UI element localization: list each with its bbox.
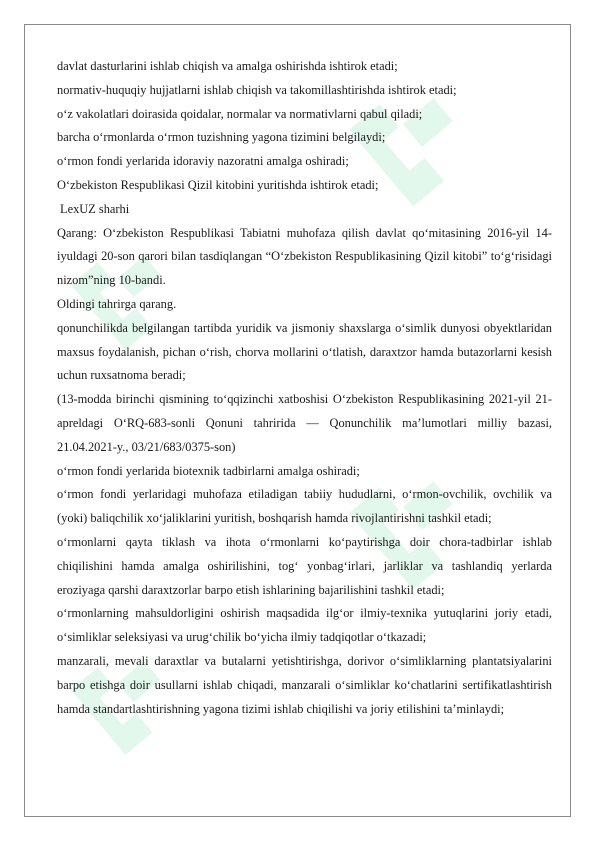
paragraph: O‘zbekiston Respublikasi Qizil kitobini yuritishda ishtirok etadi;	[57, 177, 379, 192]
paragraph: o‘rmon fondi yerlarida biotexnik tadbirlarni amalga oshiradi;	[57, 463, 360, 478]
paragraph: Qarang: O‘zbekiston Respublikasi Tabiatni muhofaza qilish davlat qo‘mitasining 2016-yil 14-iyuldagi 20-son qarori bilan tasdiqlangan “O‘zbekiston Respublikasining Qizil kitobi” to‘g‘risidagi nizom”ning 10-bandi.	[57, 225, 552, 288]
paragraph: o‘rmon fondi yerlaridagi muhofaza etiladigan tabiiy hududlarni, o‘rmon-ovchilik, ovchilik va (yoki) baliqchilik xo‘jaliklarini yuritish, boshqarish hamda rivojlantirishni tashkil etadi;	[57, 487, 552, 526]
lexuz-commentary-link[interactable]: LexUZ sharhi	[60, 201, 130, 216]
paragraph: davlat dasturlarini ishlab chiqish va amalga oshirishda ishtirok etadi;	[57, 59, 398, 73]
document-body	[57, 55, 552, 721]
paragraph: barcha o‘rmonlarda o‘rmon tuzishning yagona tizimini belgilaydi;	[57, 130, 386, 145]
paragraph: o‘rmon fondi yerlarida idoraviy nazoratni amalga oshiradi;	[57, 154, 349, 169]
paragraph: o‘rmonlarni qayta tiklash va ihota o‘rmonlarni ko‘paytirishga doir chora-tadbirlar ishlab chiqilishini hamda amalga oshirilishini, tog‘ yonbag‘irlari, jarliklar va tashlandiq yerlarda eroziyaga qarshi daraxtzorlar barpo etish ishlarining bajarilishini tashkil etadi;	[57, 534, 552, 597]
paragraph: manzarali, mevali daraxtlar va butalarni yetishtirishga, dorivor o‘simliklarning plantatsiyalarini barpo etishga doir usullarni ishlab chiqadi, manzarali o‘simliklar ko‘chatlarini sertifikatlashtirish hamda standartlashtirishning yagona tizimi ishlab chiqilishi va joriy etilishini ta’minlaydi;	[57, 653, 552, 716]
paragraph: (13-modda birinchi qismining to‘qqizinchi xatboshisi O‘zbekiston Respublikasining 2021-yil 21-apreldagi O‘RQ-683-sonli Qonuni tahririda — Qonunchilik ma’lumotlari milliy bazasi, 21.04.2021-y., 03/21/683/0375-son)	[57, 392, 552, 454]
paragraph: normativ-huquqiy hujjatlarni ishlab chiqish va takomillashtirishda ishtirok etadi;	[57, 82, 457, 97]
paragraph: qonunchilikda belgilangan tartibda yuridik va jismoniy shaxslarga o‘simlik dunyosi obyektlaridan maxsus foydalanish, pichan o‘rish, chorva mollarini o‘tlatish, daraxtzor hamda butazorlarni kesish uchun ruxsatnoma beradi;	[57, 320, 552, 383]
paragraph: o‘rmonlarning mahsuldorligini oshirish maqsadida ilg‘or ilmiy-texnika yutuqlarini joriy etadi, o‘simliklar seleksiyasi va urug‘chilik bo‘yicha ilmiy tadqiqotlar o‘tkazadi;	[57, 606, 552, 645]
paragraph: o‘z vakolatlari doirasida qoidalar, normalar va normativlarni qabul qiladi;	[57, 106, 423, 121]
previous-revision-link[interactable]: Oldingi tahrirga qarang.	[57, 296, 177, 311]
